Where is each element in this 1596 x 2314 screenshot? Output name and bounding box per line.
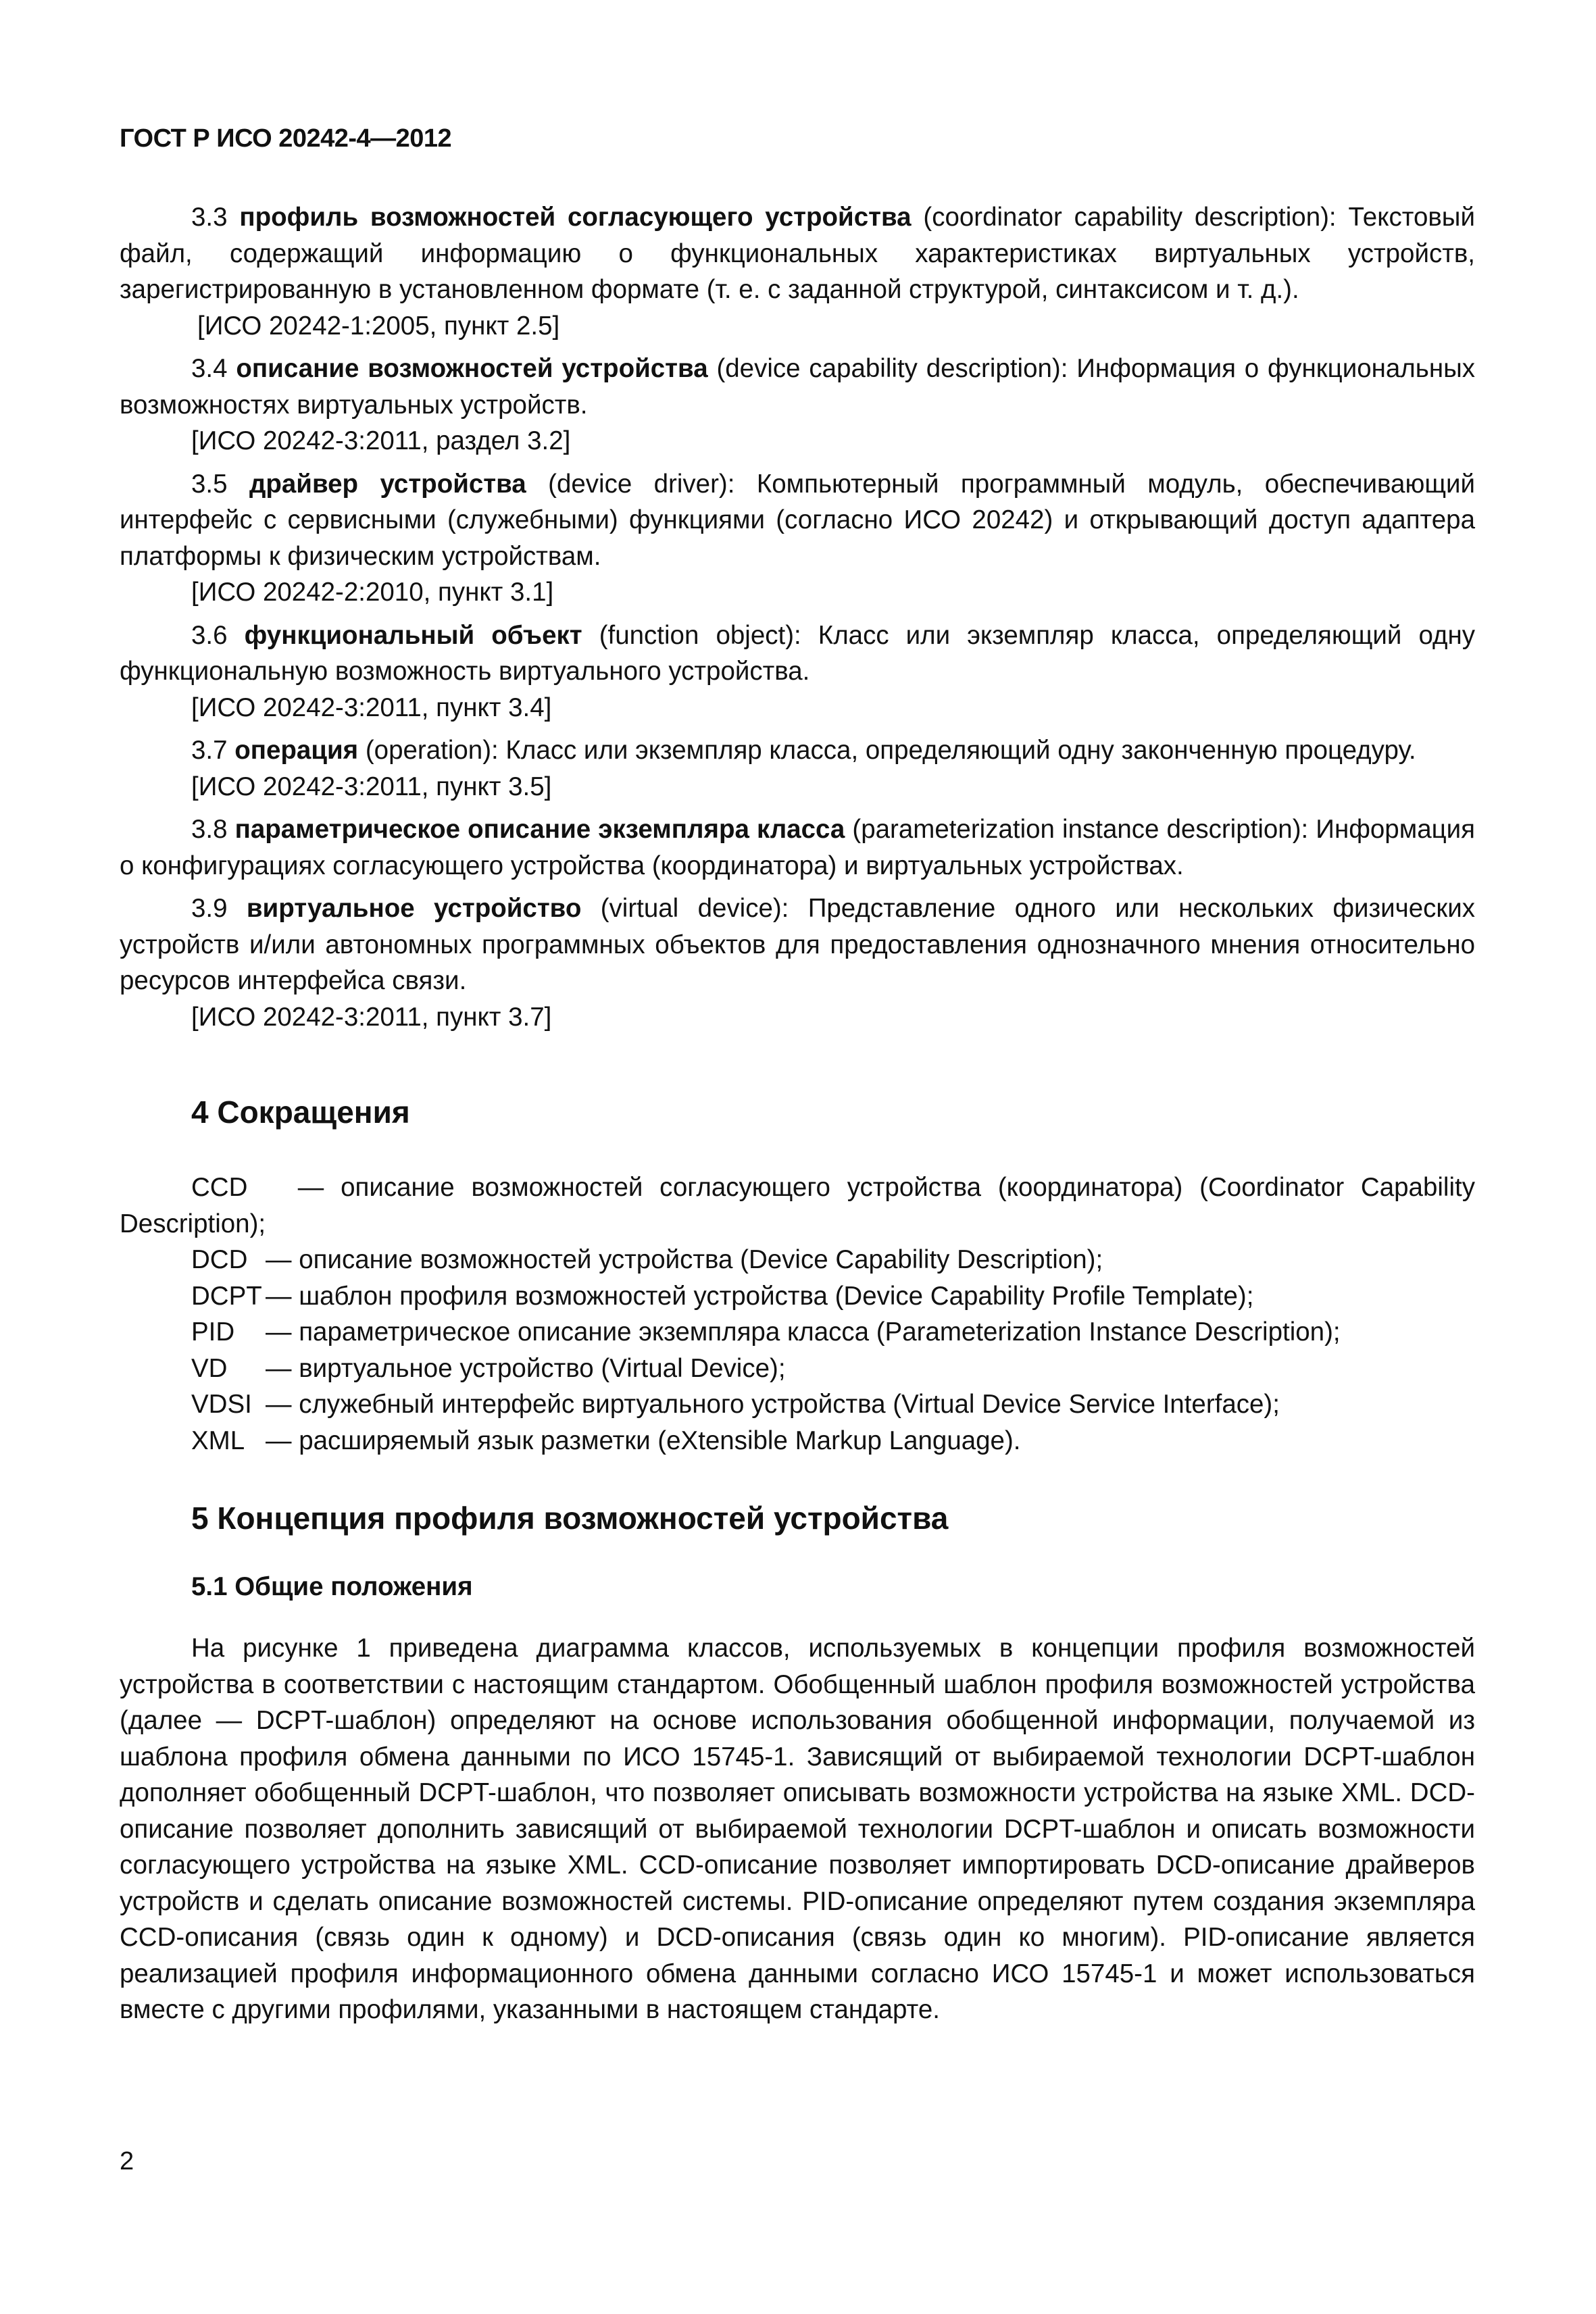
- term-reference: [ИСО 20242-3:2011, раздел 3.2]: [191, 426, 571, 455]
- term-reference: [ИСО 20242-3:2011, пункт 3.5]: [191, 772, 552, 801]
- abbreviation-item: [120, 1278, 1475, 1315]
- term-definition: 3.3 профиль возможностей согласующего устройства (coordinator capability description): Текстовый файл, содержащий информацию о функциональных характеристиках виртуальных устройств, зарегистрированную в установленном формате (т. е. с заданной структурой, синтаксисом и т. д.).: [120, 203, 1475, 304]
- abbreviation-text: — служебный интерфейс виртуального устройства (Virtual Device Service Interface);: [266, 1390, 1280, 1419]
- term-name: параметрическое описание экземпляра класса: [234, 815, 845, 844]
- abbreviation-text: — расширяемый язык разметки (eXtensible Markup Language).: [266, 1426, 1021, 1455]
- term-definition: 3.4 описание возможностей устройства (device capability description): Информация о функциональных возможностях виртуальных устройств.: [120, 354, 1475, 420]
- abbreviation-item: [120, 1242, 1475, 1278]
- abbreviation-key: XML: [191, 1426, 245, 1455]
- abbreviation-text: — параметрическое описание экземпляра класса (Parameterization Instance Description);: [266, 1317, 1341, 1347]
- page-number: 2: [120, 2147, 134, 2175]
- term-name: драйвер устройства: [249, 469, 526, 499]
- term-name: функциональный объект: [244, 620, 582, 650]
- term-definition: 3.8 параметрическое описание экземпляра класса (parameterization instance description): Информация о конфигурациях согласующего устройства (координатора) и виртуальных устройствах.: [120, 815, 1476, 880]
- body-paragraph: На рисунке 1 приведена диаграмма классов, используемых в концепции профиля возможностей устройства в соответствии с настоящим стандартом. Обобщенный шаблон профиля возможностей устройства (далее — DCPT-шаблон) определяют на основе использования обобщенной информации, получаемой из шаблона профиля обмена данными по ИСО 15745-1. Зависящий от выбираемой технологии DCPT-шаблон дополняет обобщенный DCPT-шаблон, что позволяет описывать возможности устройства на языке XML. DCD-описание позволяет дополнить зависящий от выбираемой технологии DCPT-шаблон и описать возможности согласующего устройства на языке XML. CCD-описание позволяет импортировать DCD-описание драйверов устройств и сделать описание возможностей системы. PID-описание определяют путем создания экземпляра CCD-описания (связь один к одному) и DCD-описания (связь один ко многим). PID-описание является реализацией профиля информационного обмена данными согласно ИСО 15745-1 и может использоваться вместе с другими профилями, указанными в настоящем стандарте.: [120, 1634, 1475, 2024]
- term-definition: 3.7 операция (operation): Класс или экземпляр класса, определяющий одну законченную процедуру.: [191, 736, 1416, 765]
- term-name: профиль возможностей согласующего устройства: [239, 203, 912, 232]
- term-name: описание возможностей устройства: [236, 354, 708, 383]
- document-header: ГОСТ Р ИСО 20242-4—2012: [120, 124, 452, 153]
- subsection-heading: 5.1 Общие положения: [191, 1572, 473, 1601]
- abbreviation-item: CCD — описание возможностей согласующего устройства (координатора) (Coordinator Capability Description);: [120, 1173, 1475, 1238]
- page-content: [120, 199, 1475, 2028]
- term-definition: 3.9 виртуальное устройство (virtual device): Представление одного или нескольких физических устройств и/или автономных программных объектов для предоставления однозначного мнения относительно ресурсов интерфейса связи.: [120, 894, 1475, 995]
- abbreviation-key: DCPT: [191, 1281, 262, 1311]
- term-reference: [ИСО 20242-3:2011, пункт 3.4]: [191, 693, 552, 722]
- section-heading-abbreviations: 4 Сокращения: [191, 1095, 410, 1130]
- abbreviation-key: VD: [191, 1353, 228, 1383]
- term-reference: [ИСО 20242-2:2010, пункт 3.1]: [191, 578, 554, 607]
- abbreviation-item: [120, 1351, 1475, 1387]
- section-heading-concept: 5 Концепция профиля возможностей устройства: [191, 1501, 949, 1536]
- term-name: операция: [234, 736, 359, 765]
- abbreviation-item: [120, 1386, 1475, 1423]
- term-reference: [ИСО 20242-3:2011, пункт 3.7]: [191, 1002, 552, 1032]
- term-reference: [ИСО 20242-1:2005, пункт 2.5]: [197, 311, 560, 341]
- abbreviation-item: [120, 1423, 1475, 1459]
- term-definition: 3.6 функциональный объект (function object): Класс или экземпляр класса, определяющий одну функциональную возможность виртуального устройства.: [120, 620, 1476, 686]
- abbreviation-text: — описание возможностей устройства (Device Capability Description);: [266, 1245, 1103, 1274]
- term-definition: 3.5 драйвер устройства (device driver): Компьютерный программный модуль, обеспечивающий интерфейс с сервисными (служебными) функциями (согласно ИСО 20242) и открывающий доступ адаптера платформы к физическим устройствам.: [120, 469, 1476, 571]
- abbreviation-text: — шаблон профиля возможностей устройства (Device Capability Profile Template);: [266, 1281, 1254, 1311]
- term-name: виртуальное устройство: [246, 894, 582, 923]
- abbreviation-key: DCD: [191, 1245, 248, 1274]
- abbreviation-item: [120, 1314, 1475, 1351]
- abbreviation-text: — виртуальное устройство (Virtual Device);: [266, 1353, 786, 1383]
- abbreviation-key: PID: [191, 1317, 235, 1347]
- abbreviation-key: VDSI: [191, 1390, 252, 1419]
